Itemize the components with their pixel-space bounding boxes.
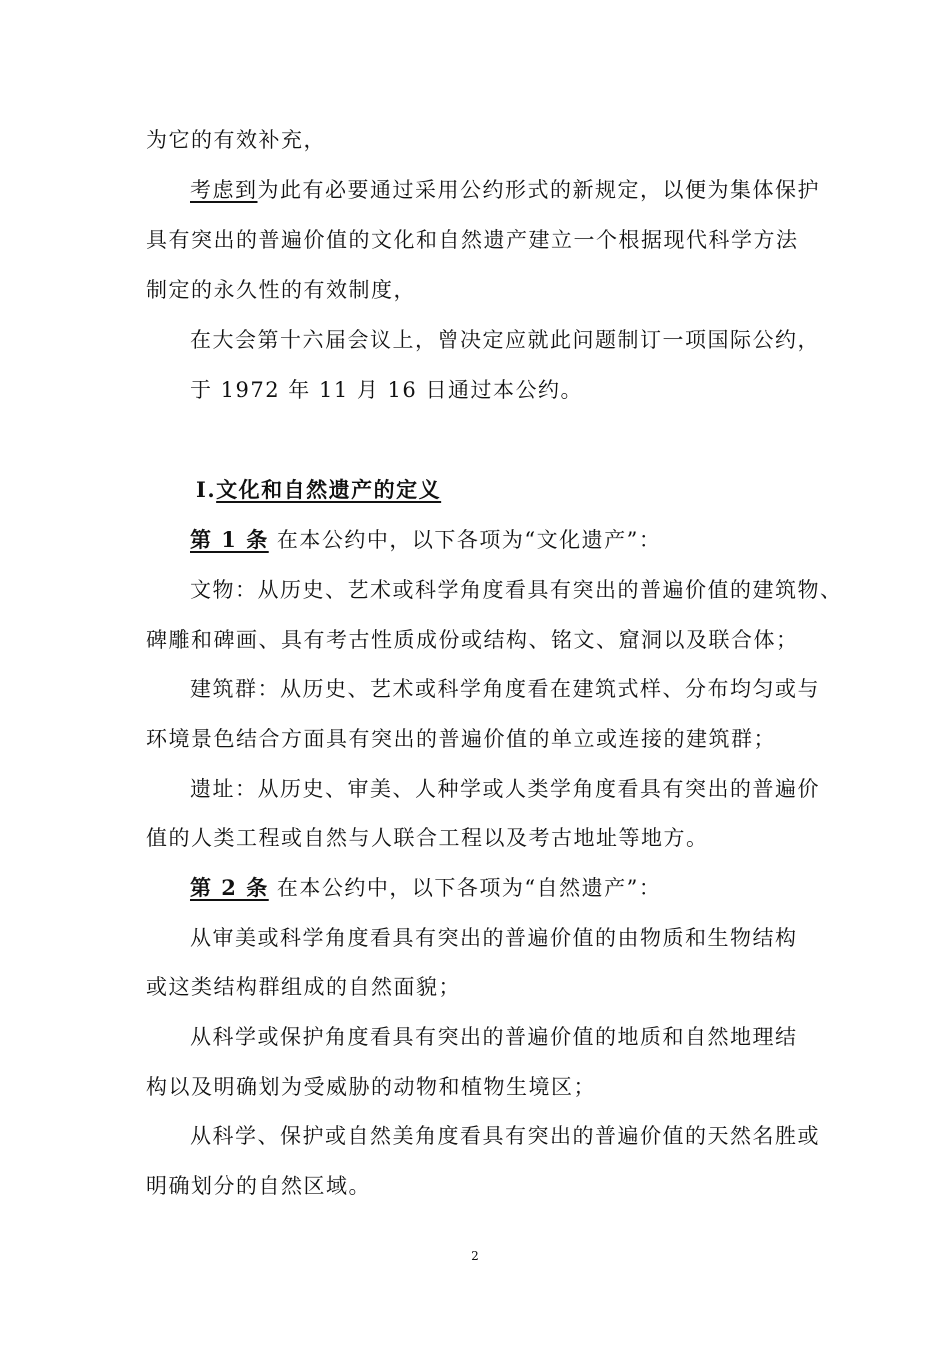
article-1-line: 碑雕和碑画、具有考古性质成份或结构、铭文、窟洞以及联合体； bbox=[146, 628, 799, 652]
page-number: 2 bbox=[471, 1249, 479, 1263]
article-1-line: 值的人类工程或自然与人联合工程以及考古地址等地方。 bbox=[146, 826, 709, 850]
article-1-intro bbox=[190, 525, 661, 555]
paragraph-line: 制定的永久性的有效制度， bbox=[146, 278, 416, 302]
paragraph-line: 具有突出的普遍价值的文化和自然遗产建立一个根据现代科学方法 bbox=[146, 228, 799, 252]
article-2-line: 明确划分的自然区域。 bbox=[146, 1174, 371, 1198]
consider-label: 考虑到 bbox=[190, 178, 258, 202]
article-2-line: 或这类结构群组成的自然面貌； bbox=[146, 975, 461, 999]
article-1-line: 遗址：从历史、审美、人种学或人类学角度看具有突出的普遍价 bbox=[190, 777, 820, 801]
consider-text: 为此有必要通过采用公约形式的新规定，以便为集体保护 bbox=[257, 178, 820, 202]
section-title: 文化和自然遗产的定义 bbox=[216, 477, 442, 502]
article-1-line: 文物：从历史、艺术或科学角度看具有突出的普遍价值的建筑物、 bbox=[190, 578, 843, 602]
article-2-line: 从科学或保护角度看具有突出的普遍价值的地质和自然地理结 bbox=[190, 1025, 798, 1049]
article-2-line: 构以及明确划为受威胁的动物和植物生境区； bbox=[146, 1075, 596, 1099]
article-1-line: 环境景色结合方面具有突出的普遍价值的单立或连接的建筑群； bbox=[146, 727, 776, 751]
section-heading bbox=[196, 475, 441, 505]
paragraph-line: 为它的有效补充， bbox=[146, 128, 326, 152]
paragraph-line: 于 1972 年 11 月 16 日通过本公约。 bbox=[190, 378, 583, 402]
article-2-intro-text: 在本公约中，以下各项为“自然遗产”： bbox=[276, 876, 662, 900]
article-2-label: 第 2 条 bbox=[190, 875, 269, 900]
article-2-line: 从审美或科学角度看具有突出的普遍价值的由物质和生物结构 bbox=[190, 926, 798, 950]
article-1-line: 建筑群：从历史、艺术或科学角度看在建筑式样、分布均匀或与 bbox=[190, 677, 820, 701]
paragraph-line bbox=[190, 175, 820, 205]
paragraph-line: 在大会第十六届会议上，曾决定应就此问题制订一项国际公约， bbox=[190, 328, 820, 352]
article-2-line: 从科学、保护或自然美角度看具有突出的普遍价值的天然名胜或 bbox=[190, 1124, 820, 1148]
article-2-intro bbox=[190, 873, 661, 903]
article-1-intro-text: 在本公约中，以下各项为“文化遗产”： bbox=[276, 528, 662, 552]
section-numeral: Ⅰ. bbox=[196, 477, 217, 502]
article-1-label: 第 1 条 bbox=[190, 527, 269, 552]
